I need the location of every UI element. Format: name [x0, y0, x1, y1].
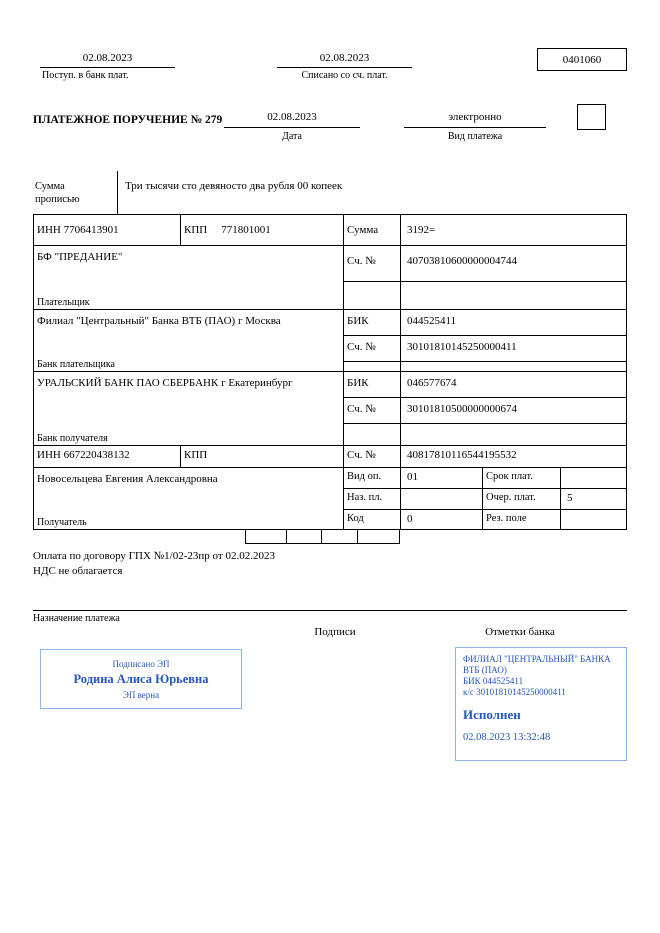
- payee-props-col: [344, 468, 626, 529]
- payer-bank-row: [34, 310, 626, 372]
- payment-kind-label: Вид платежа: [447, 131, 503, 142]
- signature-stamp-line1: Подписано ЭП: [112, 658, 170, 669]
- payment-table: [33, 171, 627, 530]
- document-date-label: Дата: [282, 131, 302, 142]
- payer-bank-cell: [34, 310, 344, 371]
- form-code-box: 0401060: [537, 48, 627, 71]
- sum-value: 3192=: [407, 224, 436, 236]
- bank-stamp-corr-account: к/с 30101810145250000411: [463, 687, 566, 697]
- bank-stamp-bik: БИК 044525411: [463, 676, 524, 686]
- tax-fields-row: [245, 530, 400, 544]
- purpose-caption: Назначение платежа: [33, 613, 120, 624]
- spacer-cell: [344, 362, 401, 371]
- payer-bank-account-label: Сч. №: [344, 336, 401, 361]
- purpose-underline: [33, 610, 627, 611]
- amount-words-caption-line1: Сумма: [35, 181, 65, 192]
- payee-caption: Получатель: [37, 517, 87, 528]
- payer-inn-row: [34, 215, 626, 246]
- payee-inn-row: [34, 446, 626, 468]
- payer-bank-account: 30101810145250000411: [407, 341, 517, 353]
- bank-received-label: Поступ. в банк плат.: [42, 70, 129, 81]
- vid-op-row: [344, 468, 626, 489]
- ocher-plat-value: 5: [567, 492, 573, 504]
- payee-inn: ИНН 667220438132: [34, 446, 181, 467]
- payee-bank-bik-label: БИК: [344, 372, 401, 397]
- ocher-plat-label: Очер. плат.: [483, 489, 561, 509]
- payee-bank-account: 30101810500000000674: [407, 403, 517, 415]
- payer-account-row: [344, 246, 626, 282]
- bank-received-date: 02.08.2023: [40, 52, 175, 68]
- bank-stamp-bank-name: ФИЛИАЛ "ЦЕНТРАЛЬНЫЙ" БАНКА ВТБ (ПАО): [463, 654, 611, 675]
- naz-pl-value: [401, 489, 483, 509]
- signature-stamp-line3: ЭП верна: [122, 689, 160, 700]
- spacer-cell: [401, 424, 626, 445]
- bank-stamp-status: Исполнен: [463, 707, 521, 722]
- payment-kind-value: электронно: [404, 111, 546, 128]
- payer-bank-account-row: [344, 336, 626, 362]
- payee-bank-cell: [34, 372, 344, 445]
- payee-bank-row: [34, 372, 626, 446]
- payer-bank-spacer: [344, 362, 626, 371]
- payer-cell: [34, 246, 344, 309]
- payment-purpose-line1: Оплата по договору ГПХ №1/02-23пр от 02.02.2023: [33, 550, 275, 562]
- payee-account: 40817810116544195532: [407, 449, 517, 461]
- payee-row: [34, 468, 626, 530]
- kod-value: 0: [401, 510, 483, 529]
- kod-label: Код: [344, 510, 401, 529]
- payer-bank-bik-label: БИК: [344, 310, 401, 335]
- amount-words-row: [33, 171, 627, 215]
- naz-pl-label: Наз. пл.: [344, 489, 401, 509]
- payee-bank-account-label: Сч. №: [344, 398, 401, 423]
- debited-date: 02.08.2023: [277, 52, 412, 68]
- signature-stamp-name: Родина Алиса Юрьевна: [73, 671, 209, 686]
- payer-bank-name: Филиал "Центральный" Банка ВТБ (ПАО) г Москва: [37, 315, 281, 327]
- payee-bank-spacer: [344, 424, 626, 445]
- spacer-cell: [401, 362, 626, 371]
- amount-in-words: Три тысячи сто девяносто два рубля 00 копеек: [125, 180, 343, 192]
- payer-inn: ИНН 7706413901: [34, 215, 181, 245]
- payee-cell: [34, 468, 344, 529]
- rez-pole-label: Рез. поле: [483, 510, 561, 529]
- payee-account-label: Сч. №: [344, 446, 401, 467]
- spacer-cell: [344, 424, 401, 445]
- payer-bank-col: [344, 310, 626, 371]
- srok-plat-label: Срок плат.: [483, 468, 561, 488]
- payee-bank-col: [344, 372, 626, 445]
- signatures-label: Подписи: [314, 626, 356, 638]
- tax-field-cell: [358, 530, 400, 544]
- payment-purpose-line2: НДС не облагается: [33, 565, 123, 577]
- bank-marks-stamp: [455, 647, 627, 761]
- payer-bank-bik: 044525411: [407, 315, 457, 327]
- sum-label: Сумма: [344, 215, 401, 245]
- payer-row: [34, 246, 626, 310]
- spacer-cell: [344, 282, 401, 309]
- amount-words-caption-line2: прописью: [35, 194, 80, 205]
- payee-bank-bik: 046577674: [407, 377, 457, 389]
- payer-account-spacer: [344, 282, 626, 309]
- tax-field-cell: [322, 530, 358, 544]
- payer-kpp-cell: [181, 215, 344, 245]
- payer-account-col: [344, 246, 626, 309]
- payee-kpp-label: КПП: [181, 446, 344, 467]
- rez-pole-value: [561, 510, 626, 529]
- payer-account: 40703810600000004744: [407, 255, 517, 267]
- payer-kpp-value: 771801001: [221, 224, 271, 236]
- bank-stamp-datetime: 02.08.2023 13:32:48: [463, 732, 551, 743]
- payer-bank-bik-row: [344, 310, 626, 336]
- payee-bank-caption: Банк получателя: [37, 433, 108, 444]
- payer-account-label: Сч. №: [344, 246, 401, 281]
- status-checkbox: [577, 104, 606, 130]
- vid-op-label: Вид оп.: [344, 468, 401, 488]
- payer-bank-caption: Банк плательщика: [37, 359, 115, 370]
- payer-name: БФ "ПРЕДАНИЕ": [37, 251, 123, 263]
- payee-bank-bik-row: [344, 372, 626, 398]
- payer-caption: Плательщик: [37, 297, 90, 308]
- debited-label: Списано со сч. плат.: [301, 70, 388, 81]
- payer-kpp-label: КПП: [184, 224, 208, 236]
- naz-pl-row: [344, 489, 626, 510]
- electronic-signature-stamp: [40, 649, 242, 709]
- vid-op-value: 01: [401, 468, 483, 488]
- bank-marks-label: Отметки банка: [485, 626, 555, 638]
- kod-row: [344, 510, 626, 529]
- tax-field-cell: [245, 530, 287, 544]
- tax-field-cell: [287, 530, 322, 544]
- payee-bank-account-row: [344, 398, 626, 424]
- srok-plat-value: [561, 468, 626, 488]
- amount-words-caption: [33, 171, 118, 214]
- spacer-cell: [401, 282, 626, 309]
- document-date: 02.08.2023: [224, 111, 360, 128]
- document-title: ПЛАТЕЖНОЕ ПОРУЧЕНИЕ № 279: [33, 114, 223, 126]
- payee-bank-name: УРАЛЬСКИЙ БАНК ПАО СБЕРБАНК г Екатеринбург: [37, 377, 293, 389]
- payment-purpose: [33, 549, 275, 579]
- payee-name: Новосельцева Евгения Александровна: [37, 473, 218, 485]
